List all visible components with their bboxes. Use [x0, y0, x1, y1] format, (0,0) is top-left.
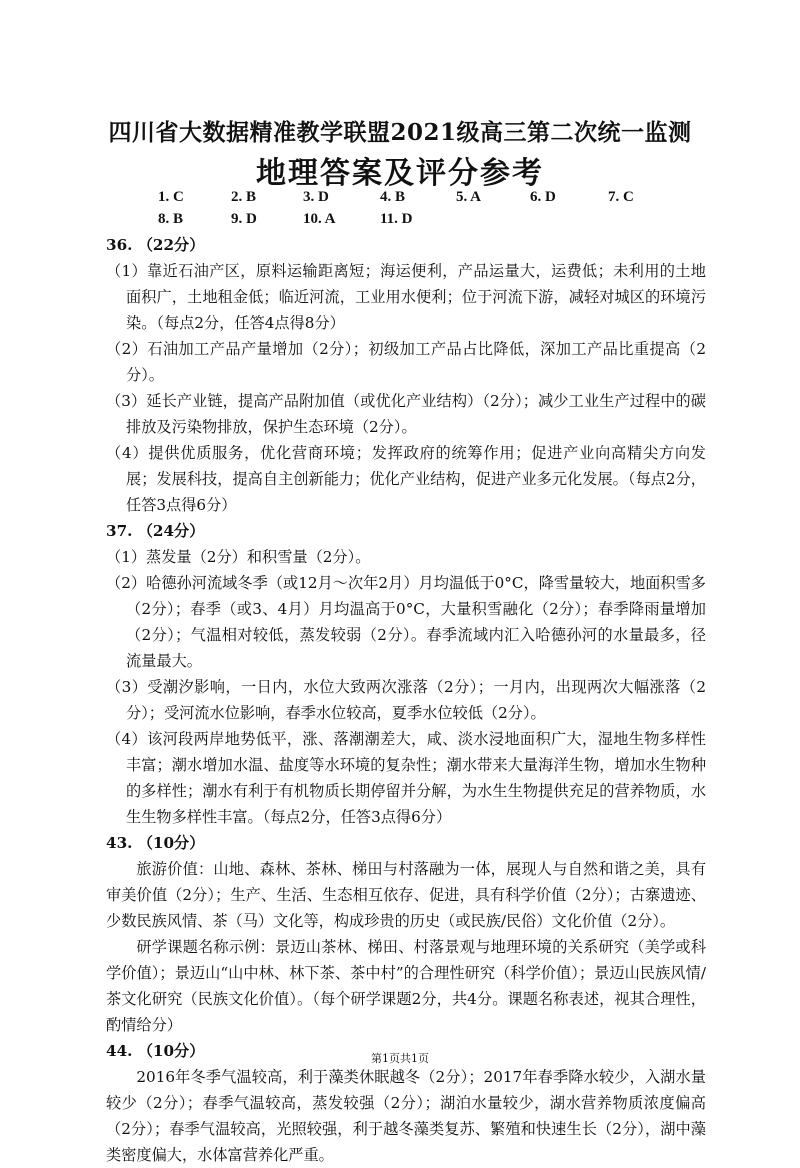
choice-answer: 11. D	[380, 211, 413, 227]
answer-item: （3）延长产业链，提高产品附加值（或优化产业结构）（2分）；减少工业生产过程中的碳排放及污染物排放，保护生态环境（2分）。	[106, 392, 706, 436]
choice-answer: 8. B	[158, 211, 184, 227]
answer-paragraph: 研学课题名称示例：景迈山茶林、梯田、村落景观与地理环境的关系研究（美学或科学价值）；景迈山“山中林、林下茶、茶中村”的合理性研究（科学价值）；景迈山民族风情/茶文化研究（民族文化价值）。（每个研学课题2分，共4分。课题名称表述，视其合理性，酌情给分）	[106, 938, 706, 1034]
choice-answer: 5. A	[456, 189, 482, 205]
answer-item: （1）蒸发量（2分）和积雪量（2分）。	[106, 548, 371, 566]
answer-item: （1）靠近石油产区，原料运输距离短；海运便利，产品运量大，运费低；未利用的土地面积广，土地租金低；临近河流，工业用水便利；位于河流下游，减轻对城区的环境污染。（每点2分，任答4点得8分）	[106, 262, 706, 332]
choice-answer: 1. C	[158, 189, 184, 205]
answer-paragraph: 2016年冬季气温较高，利于藻类休眠越冬（2分）；2017年春季降水较少，入湖水量较少（2分）；春季气温较高，蒸发较强（2分）；湖泊水量较少，湖水营养物质浓度偏高（2分）；春季气温较高，光照较强，利于越冬藻类复苏、繁殖和快速生长（2分），湖中藻类密度偏大，水体富营养化严重。	[106, 1068, 706, 1164]
answer-item: （2）哈德孙河流域冬季（或12月～次年2月）月均温低于0°C，降雪量较大，地面积雪多（2分）；春季（或3、4月）月均温高于0°C，大量积雪融化（2分）；春季降雨量增加（2分）；气温相对较低，蒸发较弱（2分）。春季流域内汇入哈德孙河的水量最多，径流量最大。	[106, 574, 706, 670]
question-37	[106, 518, 706, 830]
question-heading: 36. （22分）	[106, 236, 205, 254]
answer-paragraph: 旅游价值：山地、森林、茶林、梯田与村落融为一体，展现人与自然和谐之美，具有审美价值（2分）；生产、生活、生态相互依存、促进，具有科学价值（2分）；古寨遗迹、少数民族风情、茶（马）文化等，构成珍贵的历史（或民族/民俗）文化价值（2分）。	[106, 860, 706, 930]
choice-answer: 2. B	[231, 189, 257, 205]
question-heading: 43. （10分）	[106, 834, 205, 852]
answer-item: （4）提供优质服务，优化营商环境；发挥政府的统筹作用；促进产业向高精尖方向发展；发展科技，提高自主创新能力；优化产业结构，促进产业多元化发展。（每点2分，任答3点得6分）	[106, 444, 706, 514]
document-subtitle: 地理答案及评分参考	[256, 156, 544, 191]
choice-answer: 6. D	[530, 189, 556, 205]
choice-answer: 9. D	[231, 211, 257, 227]
answer-item: （4）该河段两岸地势低平，涨、落潮潮差大，咸、淡水浸地面积广大，湿地生物多样性丰富；潮水增加水温、盐度等水环境的复杂性；潮水带来大量海洋生物，增加水生物种的多样性；潮水有利于有机物质长期停留并分解，为水生生物提供充足的营养物质，水生生物多样性丰富。（每点2分，任答3点得6分）	[106, 730, 706, 826]
exam-title: 四川省大数据精准教学联盟2021级高三第二次统一监测	[108, 119, 692, 146]
choice-answer: 3. D	[303, 189, 329, 205]
answer-content	[106, 232, 706, 1168]
choice-answer: 10. A	[303, 211, 336, 227]
page-footer: 第1页共1页	[371, 1052, 429, 1065]
choice-answer: 4. B	[380, 189, 406, 205]
question-heading: 37. （24分）	[106, 522, 205, 540]
question-43	[106, 830, 706, 1038]
choice-answer: 7. C	[608, 189, 634, 205]
answer-item: （3）受潮汐影响，一日内，水位大致两次涨落（2分）；一月内，出现两次大幅涨落（2分）；受河流水位影响，春季水位较高，夏季水位较低（2分）。	[106, 678, 706, 722]
question-36	[106, 232, 706, 518]
answer-item: （2）石油加工产品产量增加（2分）；初级加工产品占比降低，深加工产品比重提高（2分）。	[106, 340, 706, 384]
question-heading: 44. （10分）	[106, 1042, 205, 1060]
